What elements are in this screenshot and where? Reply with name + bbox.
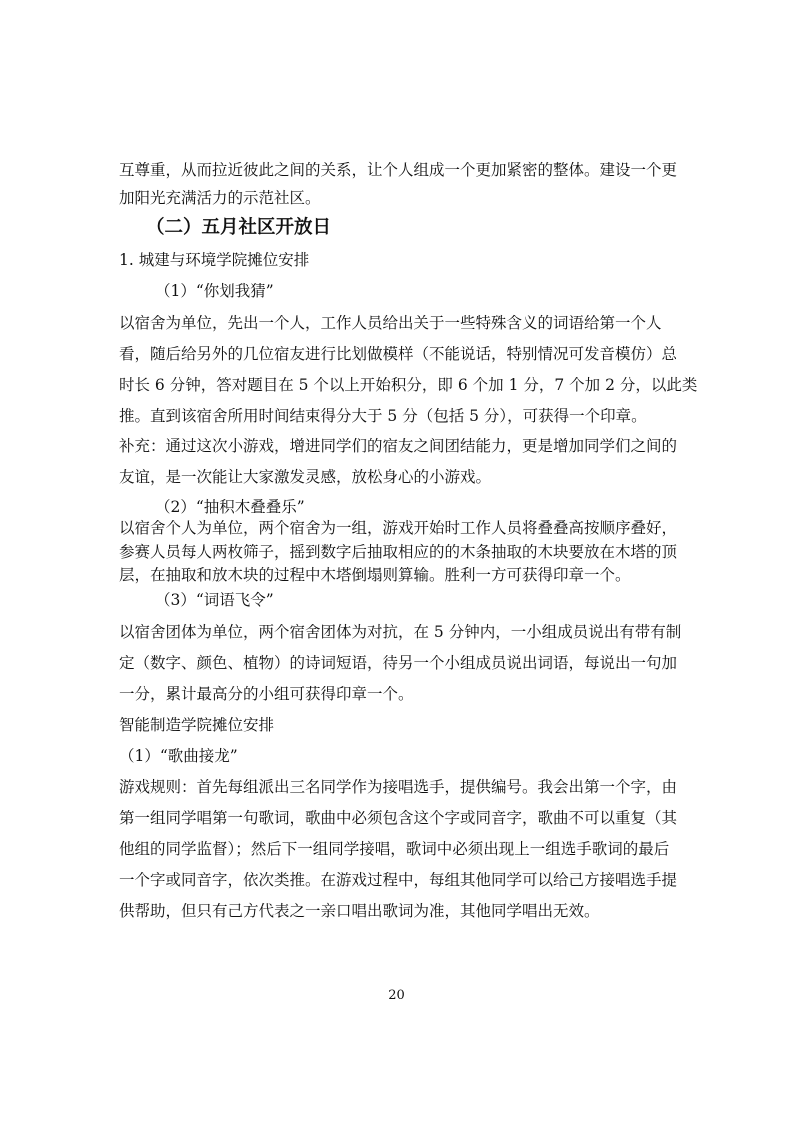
page-number: 20: [388, 988, 405, 1003]
item-heading: （1）“歌曲接龙”: [119, 747, 238, 765]
text-line: 以宿舍为单位，先出一个人，工作人员给出关于一些特殊含义的词语给第一个人: [119, 314, 662, 332]
text-line: 看，随后给另外的几位宿友进行比划做模样（不能说话，特别情况可发音模仿）总: [119, 345, 678, 363]
text-line: 以宿舍个人为单位，两个宿舍为一组，游戏开始时工作人员将叠叠高按顺序叠好，: [119, 519, 678, 537]
subsection-heading: 1. 城建与环境学院摊位安排: [119, 251, 310, 269]
text-line: 他组的同学监督）；然后下一组同学接唱，歌词中必须出现上一组选手歌词的最后: [119, 840, 670, 858]
text-line: 友谊，是一次能让大家激发灵感，放松身心的小游戏。: [119, 468, 492, 486]
text-line: 层，在抽取和放木块的过程中木塔倒塌则算输。胜利一方可获得印章一个。: [119, 566, 631, 584]
text-line: 推。直到该宿舍所用时间结束得分大于 5 分（包括 5 分），可获得一个印章。: [119, 407, 647, 425]
text-line: 定（数字、颜色、植物）的诗词短语，待另一个小组成员说出词语，每说出一句加: [119, 654, 678, 672]
text-line: 一个字或同音字，依次类推。在游戏过程中，每组其他同学可以给己方接唱选手提: [119, 871, 678, 889]
text-line: 第一组同学唱第一句歌词，歌曲中必须包含这个字或同音字，歌曲不可以重复（其: [119, 809, 678, 827]
text-line: 游戏规则：首先每组派出三名同学作为接唱选手，提供编号。我会出第一个字，由: [119, 778, 678, 796]
text-line: 一分，累计最高分的小组可获得印章一个。: [119, 685, 414, 703]
text-line: 参赛人员每人两枚筛子，摇到数字后抽取相应的的木条抽取的木块要放在木塔的顶: [119, 543, 678, 561]
text-line: 时长 6 分钟，答对题目在 5 个以上开始积分，即 6 个加 1 分，7 个加 2 分，以此类: [119, 376, 698, 394]
text-line: 加阳光充满活力的示范社区。: [119, 189, 321, 207]
section-heading: （二）五月社区开放日: [146, 217, 332, 238]
item-heading: （1）“你划我猜”: [155, 282, 274, 300]
text-line: 以宿舍团体为单位，两个宿舍团体为对抗，在 5 分钟内，一小组成员说出有带有制: [119, 623, 682, 641]
item-heading: （2）“抽积木叠叠乐”: [155, 498, 305, 516]
text-line: 供帮助，但只有己方代表之一亲口唱出歌词为准，其他同学唱出无效。: [119, 902, 600, 920]
text-line: 补充：通过这次小游戏，增进同学们的宿友之间团结能力，更是增加同学们之间的: [119, 437, 678, 455]
subsection-heading: 智能制造学院摊位安排: [119, 716, 275, 734]
text-line: 互尊重，从而拉近彼此之间的关系，让个人组成一个更加紧密的整体。建设一个更: [119, 161, 678, 179]
item-heading: （3）“词语飞令”: [155, 591, 274, 609]
